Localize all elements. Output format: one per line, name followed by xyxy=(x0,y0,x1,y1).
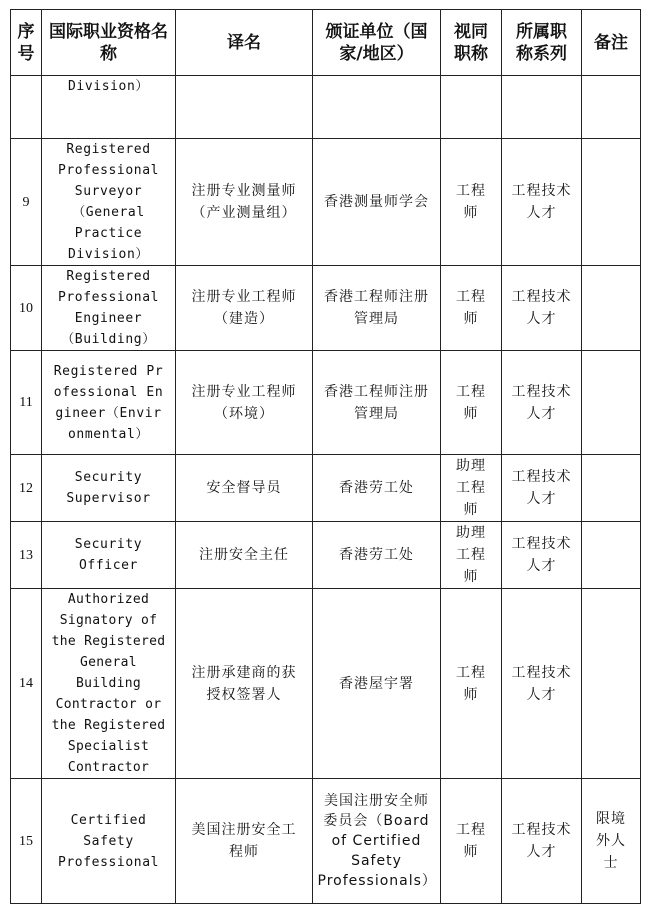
cell-remark xyxy=(582,522,641,589)
cell-equiv: 工程师 xyxy=(441,266,502,351)
cell-translation xyxy=(176,76,313,139)
cell-series: 工程技术人才 xyxy=(502,779,582,904)
cell-seq: 9 xyxy=(11,139,42,266)
cell-issuer: 美国注册安全师委员会（Board of Certified Safety Professionals） xyxy=(313,779,441,904)
header-equiv: 视同职称 xyxy=(441,10,502,76)
cell-intl-name: Division） xyxy=(42,76,176,139)
table-row xyxy=(11,589,641,779)
cell-seq: 12 xyxy=(11,455,42,522)
header-row xyxy=(11,10,641,76)
table-row xyxy=(11,455,641,522)
cell-remark xyxy=(582,139,641,266)
cell-issuer: 香港劳工处 xyxy=(313,455,441,522)
cell-seq: 13 xyxy=(11,522,42,589)
cell-translation: 注册安全主任 xyxy=(176,522,313,589)
cell-translation: 注册专业工程师（建造） xyxy=(176,266,313,351)
cell-seq xyxy=(11,76,42,139)
cell-translation: 注册专业测量师（产业测量组） xyxy=(176,139,313,266)
cell-seq: 14 xyxy=(11,589,42,779)
table-row xyxy=(11,351,641,455)
cell-intl-name: Registered Professional Engineer（Environmental） xyxy=(42,351,176,455)
cell-remark xyxy=(582,589,641,779)
cell-intl-name: Security Supervisor xyxy=(42,455,176,522)
cell-translation: 注册专业工程师（环境） xyxy=(176,351,313,455)
cell-series: 工程技术人才 xyxy=(502,139,582,266)
cell-series: 工程技术人才 xyxy=(502,266,582,351)
cell-intl-name: Registered Professional Engineer（Building） xyxy=(42,266,176,351)
cell-intl-name: Authorized Signatory of the Registered General Building Contractor or the Registered Specialist Contractor xyxy=(42,589,176,779)
cell-equiv: 工程师 xyxy=(441,351,502,455)
cell-seq: 15 xyxy=(11,779,42,904)
header-seq: 序号 xyxy=(11,10,42,76)
table-row xyxy=(11,779,641,904)
qualification-table xyxy=(10,9,641,904)
cell-issuer: 香港工程师注册管理局 xyxy=(313,351,441,455)
cell-issuer: 香港测量师学会 xyxy=(313,139,441,266)
cell-seq: 10 xyxy=(11,266,42,351)
cell-equiv: 助理工程师 xyxy=(441,522,502,589)
cell-translation: 安全督导员 xyxy=(176,455,313,522)
cell-series xyxy=(502,76,582,139)
cell-series: 工程技术人才 xyxy=(502,522,582,589)
cell-remark xyxy=(582,266,641,351)
header-intl-name: 国际职业资格名称 xyxy=(42,10,176,76)
cell-translation: 注册承建商的获授权签署人 xyxy=(176,589,313,779)
cell-translation: 美国注册安全工程师 xyxy=(176,779,313,904)
cell-issuer: 香港劳工处 xyxy=(313,522,441,589)
header-remark: 备注 xyxy=(582,10,641,76)
cell-issuer: 香港屋宇署 xyxy=(313,589,441,779)
cell-issuer: 香港工程师注册管理局 xyxy=(313,266,441,351)
cell-issuer xyxy=(313,76,441,139)
cell-equiv: 助理工程师 xyxy=(441,455,502,522)
cell-equiv: 工程师 xyxy=(441,779,502,904)
header-issuer: 颁证单位（国家/地区） xyxy=(313,10,441,76)
cell-seq: 11 xyxy=(11,351,42,455)
cell-series: 工程技术人才 xyxy=(502,351,582,455)
cell-remark xyxy=(582,351,641,455)
table-row xyxy=(11,522,641,589)
cell-series: 工程技术人才 xyxy=(502,455,582,522)
cell-equiv: 工程师 xyxy=(441,589,502,779)
cell-remark: 限境外人士 xyxy=(582,779,641,904)
cell-intl-name: Certified Safety Professional xyxy=(42,779,176,904)
table-row xyxy=(11,266,641,351)
cell-remark xyxy=(582,76,641,139)
cell-equiv: 工程师 xyxy=(441,139,502,266)
header-translation: 译名 xyxy=(176,10,313,76)
cell-intl-name: Registered Professional Surveyor（General Practice Division） xyxy=(42,139,176,266)
cell-series: 工程技术人才 xyxy=(502,589,582,779)
table-row xyxy=(11,139,641,266)
table-row xyxy=(11,76,641,139)
cell-equiv xyxy=(441,76,502,139)
header-series: 所属职称系列 xyxy=(502,10,582,76)
cell-remark xyxy=(582,455,641,522)
cell-intl-name: Security Officer xyxy=(42,522,176,589)
